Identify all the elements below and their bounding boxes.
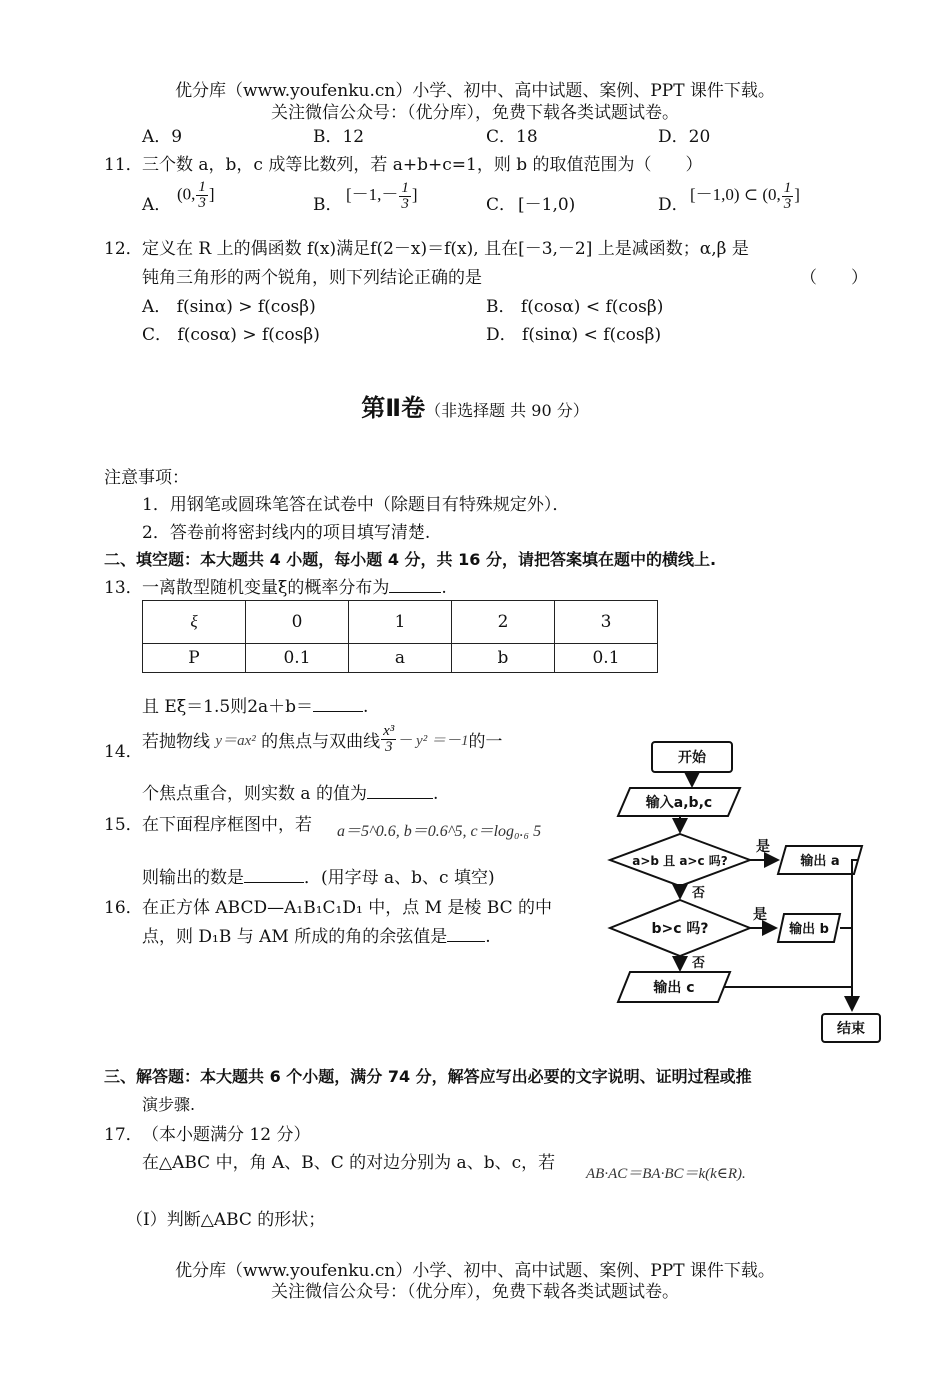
flow-output-a-label: 输出 a bbox=[800, 854, 840, 869]
q11-option-a: (0, $\frac{1}{3}$ ] bbox=[177, 179, 215, 211]
q13-answer-blank[interactable] bbox=[313, 697, 363, 712]
flow-input-label: 输入a,b,c bbox=[645, 795, 713, 811]
q11-number: 11． bbox=[104, 155, 143, 175]
q17-score: （本小题满分 12 分） bbox=[142, 1125, 311, 1145]
part-2-title: 第Ⅱ卷 bbox=[361, 394, 426, 422]
table-header-cell: 0 bbox=[246, 601, 349, 644]
q14-line-1 bbox=[142, 724, 502, 755]
q12-number: 12． bbox=[104, 239, 143, 259]
q11-option-c-label: C． bbox=[486, 195, 517, 215]
table-header-cell: 2 bbox=[452, 601, 555, 644]
q12-line-2: 钝角三角形的两个锐角，则下列结论正确的是 bbox=[142, 268, 482, 288]
program-flowchart bbox=[600, 734, 885, 1046]
q16-line-1: 在正方体 ABCD—A₁B₁C₁D₁ 中，点 M 是棱 BC 的中 bbox=[142, 898, 553, 918]
q12-option-d: D． f(sinα) < f(cosβ) bbox=[486, 325, 662, 345]
q17-part-1: （Ⅰ）判断△ABC 的形状； bbox=[126, 1210, 326, 1230]
q17-vector-condition: AB·AC＝BA·BC＝k(k∈R). bbox=[586, 1166, 746, 1182]
table-header-cell: ξ bbox=[143, 601, 246, 644]
q15-text: 在下面程序框图中，若 bbox=[142, 815, 312, 835]
q10-option-b: B．12 bbox=[313, 127, 365, 147]
part-2-heading bbox=[0, 388, 950, 423]
q13-number: 13． bbox=[104, 578, 143, 598]
q14-answer-blank[interactable] bbox=[367, 784, 433, 799]
q16-line-2: 点，则 D₁B 与 AM 所成的角的余弦值是 . bbox=[142, 927, 491, 947]
table-header-cell: 3 bbox=[555, 601, 658, 644]
q17-number: 17． bbox=[104, 1125, 143, 1145]
flow-start-label: 开始 bbox=[678, 750, 706, 766]
flow-output-b-label: 输出 b bbox=[789, 922, 829, 937]
q15-answer-blank[interactable] bbox=[244, 868, 304, 883]
q14-line-2: 个焦点重合，则实数 a 的值为 . bbox=[142, 784, 439, 804]
flow-decision-2-label: b>c 吗? bbox=[651, 921, 709, 937]
q12-answer-paren: （ ） bbox=[800, 268, 868, 288]
hyperbola-numerator: x³ bbox=[383, 723, 395, 739]
table-cell: 0.1 bbox=[246, 644, 349, 673]
q13-text-body: 一离散型随机变量ξ的概率分布为 bbox=[142, 578, 390, 598]
hyperbola-rest: － y² ＝－1 bbox=[397, 733, 469, 749]
header-line-2: 关注微信公众号：（优分库），免费下载各类试题试卷。 bbox=[271, 103, 679, 123]
q13-text bbox=[142, 573, 447, 598]
q12-option-a: A． f(sinα) > f(cosβ) bbox=[142, 297, 316, 317]
hyperbola-fraction bbox=[381, 724, 396, 755]
table-cell: P bbox=[143, 644, 246, 673]
probability-table bbox=[142, 600, 658, 673]
q16-answer-blank[interactable] bbox=[447, 927, 485, 942]
q11-option-b: [－1,－ $\frac{1}{3}$ ] bbox=[346, 179, 418, 212]
flow-yes-2-label: 是 bbox=[753, 907, 767, 923]
q11-option-d: [－1,0) ⊂ (0, $\frac{1}{3}$ ] bbox=[690, 179, 800, 212]
q15-line-2 bbox=[142, 863, 495, 888]
notes-title: 注意事项： bbox=[104, 468, 189, 488]
q14-text-a: 若抛物线 bbox=[142, 732, 210, 752]
q15-line-2-text: 则输出的数是 bbox=[142, 868, 244, 888]
parabola-formula: y＝ax² bbox=[215, 733, 256, 749]
q11-option-d-label: D． bbox=[658, 195, 689, 215]
flow-output-c-label: 输出 c bbox=[653, 980, 695, 996]
q12-option-c: C． f(cosα) > f(cosβ) bbox=[142, 325, 320, 345]
table-cell: b bbox=[452, 644, 555, 673]
q15-expression: a＝5^0.6, b＝0.6^5, c＝log₀.₆ 5 bbox=[337, 823, 542, 840]
hyperbola-denominator: 3 bbox=[384, 739, 393, 755]
q10-option-d: D．20 bbox=[658, 127, 711, 147]
table-row bbox=[143, 644, 658, 673]
section-3-heading-line-1: 三、解答题：本大题共 6 个小题，满分 74 分，解答应写出必要的文字说明、证明过程或推 bbox=[104, 1067, 752, 1086]
q13-condition: 且 Eξ＝1.5则2a＋b＝ . bbox=[142, 697, 369, 717]
q14-number: 14． bbox=[104, 742, 143, 762]
table-cell: 0.1 bbox=[555, 644, 658, 673]
q10-option-c: C．18 bbox=[486, 127, 538, 147]
q11-text: 三个数 a，b，c 成等比数列，若 a+b+c=1，则 b 的取值范围为（ ） bbox=[142, 155, 703, 175]
q12-option-b: B． f(cosα) < f(cosβ) bbox=[486, 297, 664, 317]
part-2-subtitle: （非选择题 共 90 分） bbox=[425, 401, 589, 420]
q17-text: 在△ABC 中，角 A、B、C 的对边分别为 a、b、c，若 bbox=[142, 1153, 556, 1173]
q12-line-1: 定义在 R 上的偶函数 f(x)满足f(2－x)＝f(x), 且在[－3,－2] 上是减函数；α,β 是 bbox=[142, 239, 749, 259]
table-header-row bbox=[143, 601, 658, 644]
q15-number: 15． bbox=[104, 815, 143, 835]
q13-condition-text: 且 Eξ＝1.5则2a＋b＝ bbox=[142, 697, 314, 717]
table-header-cell: 1 bbox=[349, 601, 452, 644]
q14-text-c: 的一 bbox=[468, 732, 503, 752]
section-2-heading: 二、填空题：本大题共 4 小题，每小题 4 分，共 16 分，请把答案填在题中的横线上. bbox=[104, 550, 717, 569]
q16-number: 16． bbox=[104, 898, 143, 918]
q14-text-b: 的焦点与双曲线 bbox=[261, 732, 381, 752]
footer-line-1: 优分库（www.youfenku.cn）小学、初中、高中试题、案例、PPT 课件下载。 bbox=[175, 1261, 775, 1281]
q14-line-2-text: 个焦点重合，则实数 a 的值为 bbox=[142, 784, 367, 804]
footer-line-2: 关注微信公众号：（优分库），免费下载各类试题试卷。 bbox=[271, 1282, 679, 1302]
notes-item-1: 1．用钢笔或圆珠笔答在试卷中（除题目有特殊规定外）． bbox=[142, 495, 570, 515]
flow-no-2-label: 否 bbox=[692, 956, 706, 971]
q13-text-end: . bbox=[441, 578, 447, 598]
q11-option-a-label: A． bbox=[142, 195, 172, 215]
section-3-heading-line-2: 演步骤. bbox=[142, 1095, 196, 1114]
q15-line-2-tail: ．(用字母 a、b、c 填空) bbox=[304, 868, 495, 888]
notes-item-2: 2．答卷前将密封线内的项目填写清楚. bbox=[142, 523, 431, 543]
flow-end-label: 结束 bbox=[837, 1021, 865, 1037]
q10-option-a: A．9 bbox=[142, 127, 183, 147]
header-line-1: 优分库（www.youfenku.cn）小学、初中、高中试题、案例、PPT 课件下载。 bbox=[175, 81, 775, 101]
q11-option-b-label: B． bbox=[313, 195, 343, 215]
flow-no-1-label: 否 bbox=[692, 886, 706, 901]
table-cell: a bbox=[349, 644, 452, 673]
q11-option-c: [－1,0) bbox=[518, 195, 576, 215]
q13-blank[interactable] bbox=[389, 578, 441, 593]
q16-line-2-text: 点，则 D₁B 与 AM 所成的角的余弦值是 bbox=[142, 927, 448, 947]
flow-yes-1-label: 是 bbox=[756, 839, 770, 855]
flow-decision-1-label: a>b 且 a>c 吗? bbox=[632, 854, 728, 868]
